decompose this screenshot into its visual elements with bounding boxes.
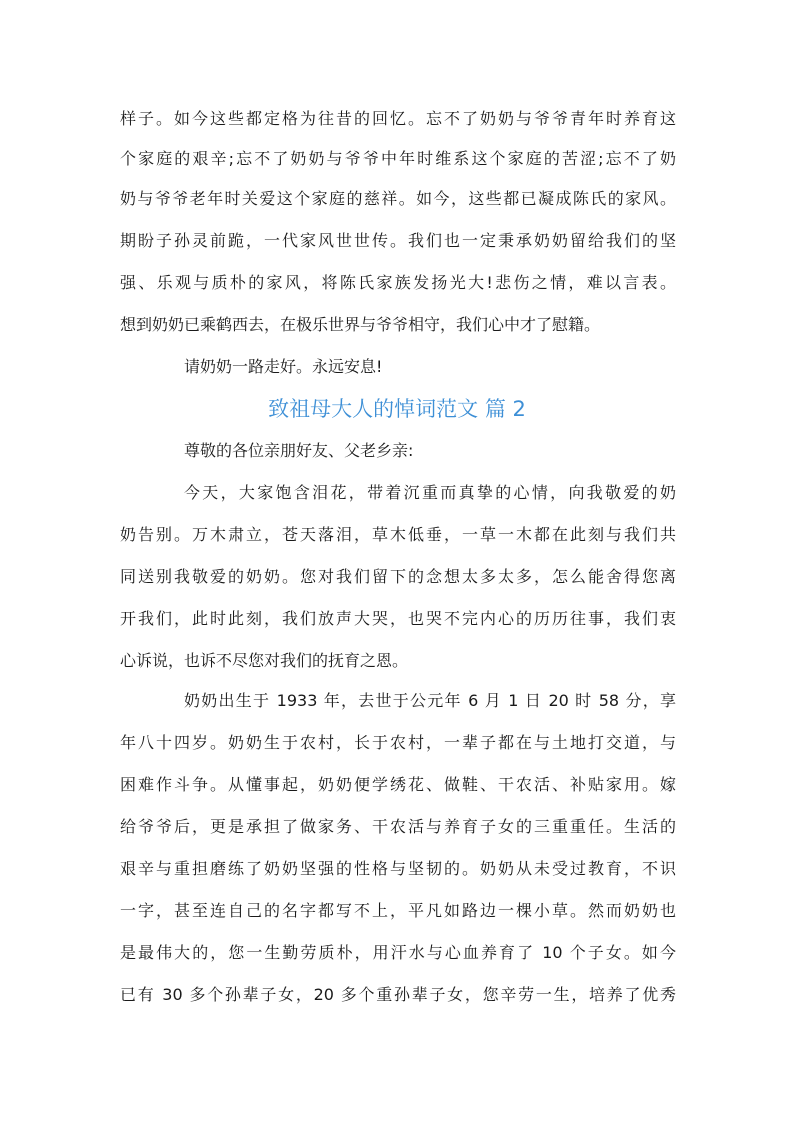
paragraph-line: 想到奶奶已乘鹤西去，在极乐世界与爷爷相守，我们心中才了慰籍。 (120, 315, 601, 334)
paragraph-line: 今天，大家饱含泪花，带着沉重而真挚的心情，向我敬爱的奶 (184, 483, 676, 502)
paragraph-line: 开我们，此时此刻，我们放声大哭，也哭不完内心的历历往事，我们衷 (120, 609, 676, 628)
paragraph-line: 样子。如今这些都定格为往昔的回忆。忘不了奶奶与爷爷青年时养育这 (120, 109, 676, 128)
paragraph-line: 一字，甚至连自己的名字都写不上，平凡如路边一棵小草。然而奶奶也 (120, 901, 676, 920)
paragraph-line: 同送别我敬爱的奶奶。您对我们留下的念想太多太多，怎么能舍得您离 (120, 567, 676, 586)
paragraph-line: 艰辛与重担磨练了奶奶坚强的性格与坚韧的。奶奶从未受过教育，不识 (120, 859, 676, 878)
paragraph-line: 是最伟大的，您一生勤劳质朴，用汗水与心血养育了 10 个子女。如今 (120, 943, 676, 962)
paragraph-line: 给爷爷后，更是承担了做家务、干农活与养育子女的三重重任。生活的 (120, 817, 676, 836)
paragraph-line: 奶奶出生于 1933 年，去世于公元年 6 月 1 日 20 时 58 分，享 (184, 691, 676, 710)
paragraph-line: 奶与爷爷老年时关爱这个家庭的慈祥。如今，这些都已凝成陈氏的家风。 (120, 189, 676, 208)
paragraph-line: 心诉说，也诉不尽您对我们的抚育之恩。 (120, 651, 409, 670)
paragraph-line: 个家庭的艰辛;忘不了奶奶与爷爷中年时维系这个家庭的苦涩;忘不了奶 (120, 149, 676, 168)
farewell-line: 请奶奶一路走好。永远安息! (184, 357, 383, 376)
paragraph-line: 期盼子孙灵前跪，一代家风世世传。我们也一定秉承奶奶留给我们的坚 (120, 231, 676, 250)
salutation-line: 尊敬的各位亲朋好友、父老乡亲: (184, 441, 414, 460)
paragraph-line: 奶告别。万木肃立，苍天落泪，草木低垂，一草一木都在此刻与我们共 (120, 525, 676, 544)
paragraph-line: 年八十四岁。奶奶生于农村，长于农村，一辈子都在与土地打交道，与 (120, 733, 676, 752)
paragraph-line: 强、乐观与质朴的家风，将陈氏家族发扬光大!悲伤之情，难以言表。 (120, 273, 676, 292)
paragraph-line: 困难作斗争。从懂事起，奶奶便学绣花、做鞋、干农活、补贴家用。嫁 (120, 775, 676, 794)
section-title: 致祖母大人的悼词范文 篇 2 (268, 397, 526, 421)
paragraph-line: 已有 30 多个孙辈子女，20 多个重孙辈子女，您辛劳一生，培养了优秀 (120, 985, 676, 1004)
